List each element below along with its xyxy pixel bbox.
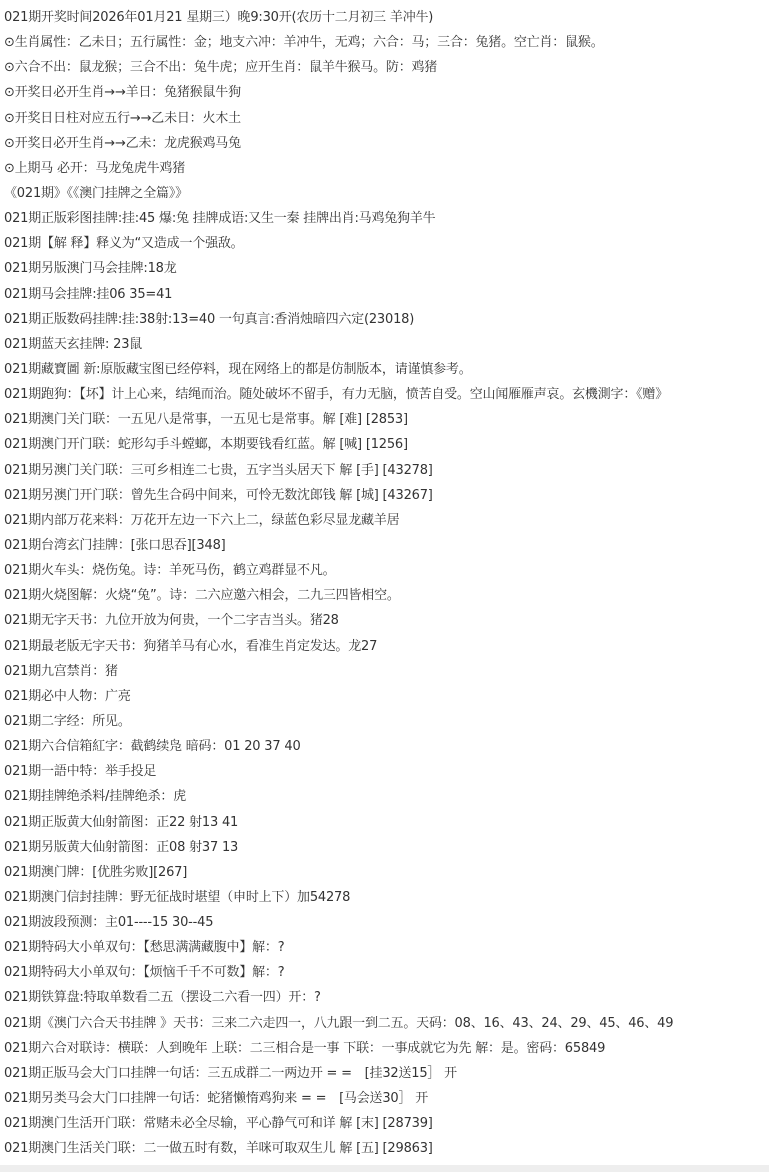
bottom-divider xyxy=(0,1165,769,1172)
content-line: 021期《澳门六合天书挂牌 》天书：三来二六走四一，八九跟一到二五。天码：08、16、43、24、29、45、46、49 xyxy=(4,1015,674,1031)
content-line: 021期六合对联诗：横联：人到晚年 上联：二三相合是一事 下联：一事成就它为先 解：是。密码：65849 xyxy=(4,1040,606,1056)
content-line: 021期无字天书：九位开放为何贵，一个二字吉当头。猪28 xyxy=(4,613,339,629)
content-line: 021期二字经：所见。 xyxy=(4,713,131,729)
content-line: 021期正版黄大仙射箭图：正22 射13 41 xyxy=(4,814,239,830)
content-line: ⊙开奖日必开生肖→→羊日：兔猪猴鼠牛狗 xyxy=(4,85,241,101)
content-line: 021期正版马会大门口挂牌一句话：三五成群二一两边开 = = [挂32送15］ 开 xyxy=(4,1065,457,1081)
content-line: ⊙上期马 必开：马龙兔虎牛鸡猪 xyxy=(4,160,186,176)
content-line: 021期一語中特：举手投足 xyxy=(4,764,157,780)
content-line: 021期【解 释】释义为“又造成一个强敌。 xyxy=(4,236,244,252)
content-line: 021期藏寶圖 新:原版藏宝图已经停料，现在网络上的都是仿制版本，请谨慎参考。 xyxy=(4,361,472,377)
content-line: 021期开奖时间2026年01月21 星期三）晚9:30开(农历十二月初三 羊冲牛) xyxy=(4,10,434,25)
content-line: 021期澳门牌：[优胜劣败][267] xyxy=(4,864,188,880)
content-line: 021期马会挂牌:挂06 35=41 xyxy=(4,286,173,302)
content-line: 021期另澳门关门联：三可乡相连二七贵，五字当头居天下 解 [手] [43278] xyxy=(4,462,433,478)
content-line: 021期九宫禁肖：猪 xyxy=(4,663,118,679)
content-line: ⊙生肖属性：乙未日；五行属性：金；地支六冲：羊冲牛，无鸡；六合：马；三合：兔猪。空亡肖：鼠猴。 xyxy=(4,35,604,51)
content-line: 021期澳门信封挂牌：野无征战时堪望（申时上下）加54278 xyxy=(4,889,351,905)
content-line: 021期另澳门开门联：曾先生合码中间来，可怜无数沈郎钱 解 [城] [43267] xyxy=(4,487,433,503)
content-line: 021期内部万花来料：万花开左边一下六上二，绿蓝色彩尽显龙藏羊居 xyxy=(4,512,400,528)
content-line: 021期必中人物：广亮 xyxy=(4,688,131,704)
content-line: ⊙开奖日日柱对应五行→→乙未日：火木土 xyxy=(4,110,241,126)
content-line: 021期最老版无字天书：狗猪羊马有心水，看准生肖定发达。龙27 xyxy=(4,638,378,654)
content-line: 021期正版数码挂牌:挂:38射:13=40 一句真言:香消烛暗四六定(23018) xyxy=(4,311,415,327)
content-line: ⊙六合不出：鼠龙猴；三合不出：兔牛虎；应开生肖：鼠羊牛猴马。防：鸡猪 xyxy=(4,60,438,76)
content-line: ⊙开奖日必开生肖→→乙未：龙虎猴鸡马兔 xyxy=(4,135,241,151)
content-line: 021期台湾玄门挂牌：[张口思吞][348] xyxy=(4,537,226,553)
content-line: 021期蓝天玄挂牌: 23鼠 xyxy=(4,336,143,352)
content-line: 021期澳门生活关门联：二一做五时有数，羊咪可取双生儿 解 [五] [29863] xyxy=(4,1141,433,1157)
content-line: 021期挂牌绝杀料/挂牌绝杀：虎 xyxy=(4,789,186,805)
content-line: 021期正版彩图挂牌:挂:45 爆:兔 挂牌成语:又生一秦 挂牌出肖:马鸡兔狗羊牛 xyxy=(4,211,436,227)
content-line: 021期火烧图解：火烧“兔”。诗：二六应邀六相会，二九三四皆相空。 xyxy=(4,588,400,604)
article-body xyxy=(4,5,766,1161)
content-line: 021期特码大小单双句：【愁思满满藏腹中】解：? xyxy=(4,940,285,956)
content-line: 021期澳门开门联：蛇形勾手斗螳螂，本期要钱看红蓝。解 [喊] [1256] xyxy=(4,437,408,453)
content-line: 021期特码大小单双句：【烦恼千千不可数】解：? xyxy=(4,965,285,981)
content-line: 021期波段预测：主01----15 30--45 xyxy=(4,915,214,931)
content-line: 021期六合信箱紅字：截鹤续凫 暗码：01 20 37 40 xyxy=(4,739,301,755)
content-line: 021期铁算盘:特取单数看二五（摆设二六看一四）开：? xyxy=(4,990,321,1006)
content-line: 021期跑狗：【坏】计上心来，结绳而治。随处破坏不留手，有力无脑，愤苦自受。空山闻雁雁声哀。玄機測字：《赠》 xyxy=(4,387,669,403)
content-line: 021期澳门关门联：一五见八是常事，一五见七是常事。解 [难] [2853] xyxy=(4,412,408,428)
content-line: 《021期》《《澳门挂牌之全篇》》 xyxy=(4,185,188,201)
content-line: 021期另版澳门马会挂牌:18龙 xyxy=(4,261,177,277)
content-line: 021期另类马会大门口挂牌一句话：蛇猪懒惰鸡狗来 = = [马会送30］ 开 xyxy=(4,1091,429,1107)
content-line: 021期另版黄大仙射箭图：正08 射37 13 xyxy=(4,839,239,855)
content-line: 021期澳门生活开门联：常赌未必全尽输，平心静气可和详 解 [末] [28739] xyxy=(4,1116,433,1132)
content-line: 021期火车头：烧伤兔。诗：羊死马伤，鹤立鸡群显不凡。 xyxy=(4,563,336,579)
